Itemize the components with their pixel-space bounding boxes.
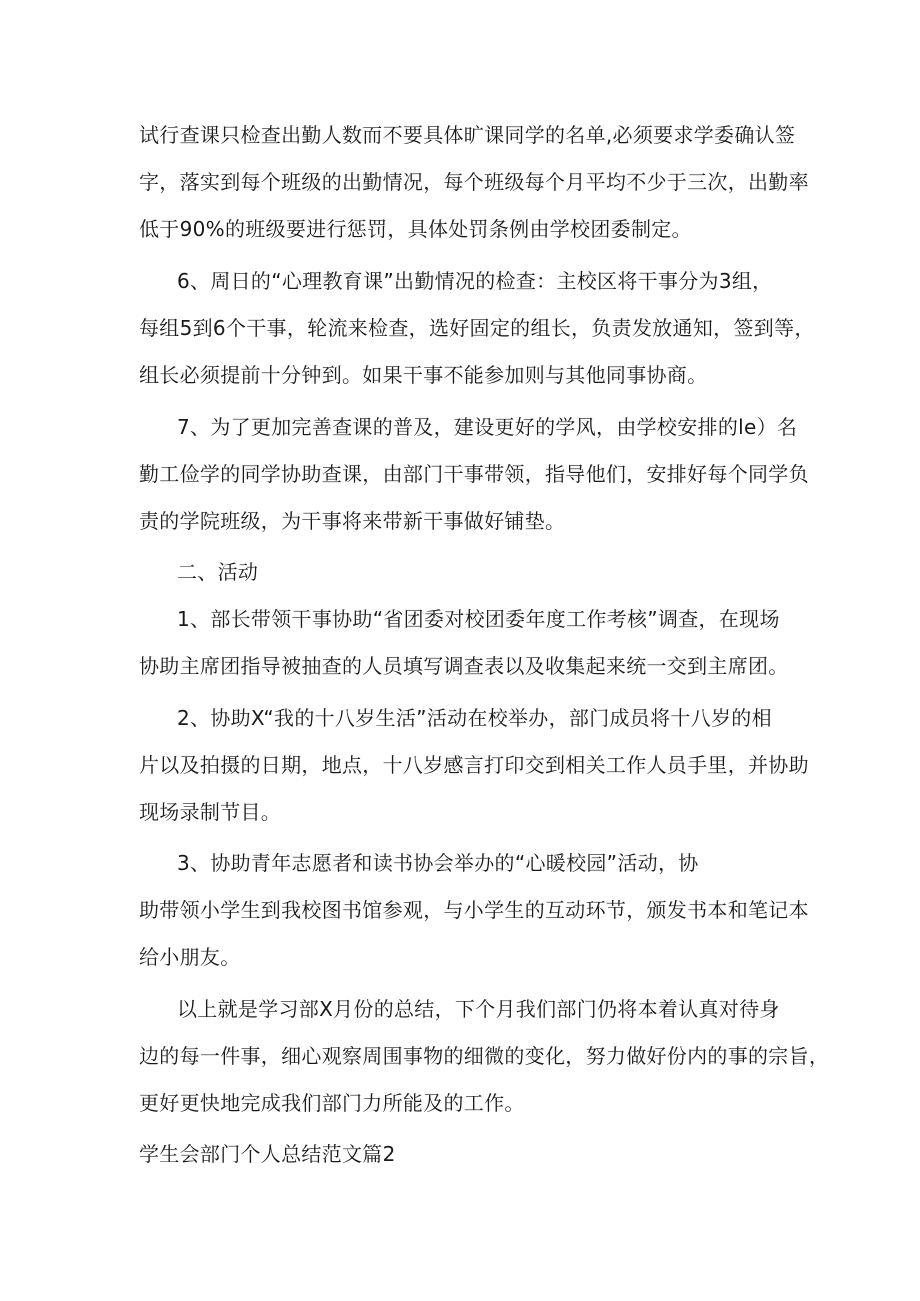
paragraph-line: 组长必须提前十分钟到。如果干事不能参加则与其他同事协商。 [139,363,708,387]
paragraph-line: 助带领小学生到我校图书馆参观，与小学生的互动环节，颁发书本和笔记本 [139,898,809,922]
paragraph-line: 低于90%的班级要进行惩罚，具体处罚条例由学校团委制定。 [139,217,692,241]
section-heading: 二、活动 [177,560,259,584]
paragraph-line: 每组5到6个干事，轮流来检查，选好固定的组长，负责发放通知，签到等， [139,316,815,340]
paragraph-line: 7、为了更加完善查课的普及，建设更好的学风，由学校安排的le）名 [177,415,798,439]
paragraph-line: 字，落实到每个班级的出勤情况，每个班级每个月平均不少于三次，出勤率 [139,170,809,194]
paragraph-line: 6、周日的“心理教育课”出勤情况的检查：主校区将干事分为3组， [177,269,773,293]
paragraph-line: 更好更快地完成我们部门力所能及的工作。 [139,1091,525,1115]
paragraph-line: 片以及拍摄的日期，地点，十八岁感言打印交到相关工作人员手里，并协助 [139,753,809,777]
paragraph-line: 责的学院班级，为干事将来带新干事做好铺垫。 [139,509,566,533]
paragraph-line: 给小朋友。 [139,945,241,969]
paragraph-line: 勤工俭学的同学协助查课，由部门干事带领，指导他们，安排好每个同学负 [139,462,809,486]
paragraph-line: 试行查课只检查出勤人数而不要具体旷课同学的名单,必须要求学委确认签 [139,123,796,147]
paragraph-line: 3、协助青年志愿者和读书协会举办的“心暖校园”活动，协 [177,851,699,875]
paragraph-line: 协助主席团指导被抽查的人员填写调查表以及收集起来统一交到主席团。 [139,654,789,678]
paragraph-line: 2、协助X“我的十八岁生活”活动在校举办，部门成员将十八岁的相 [177,706,772,730]
paragraph-line: 现场录制节目。 [139,800,282,824]
paragraph-line: 边的每一件事，细心观察周围事物的细微的变化，努力做好份内的事的宗旨， [139,1044,830,1068]
paragraph-line: 1、部长带领干事协助“省团委对校团委年度工作考核”调查，在现场 [177,607,780,631]
paragraph-line: 以上就是学习部X月份的总结，下个月我们部门仍将本着认真对待身 [177,997,780,1021]
article-heading: 学生会部门个人总结范文篇2 [139,1142,396,1166]
